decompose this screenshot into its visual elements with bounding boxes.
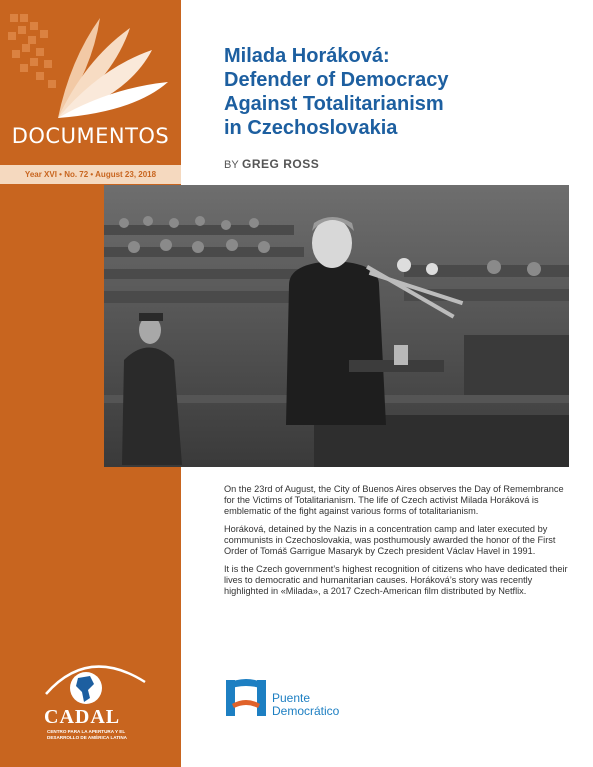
cadal-globe-icon — [38, 652, 153, 712]
title-line: in Czechoslovakia — [224, 117, 398, 139]
byline-prefix: BY — [224, 159, 239, 171]
partner-name — [272, 692, 339, 718]
issue-line: Year XVI • No. 72 • August 23, 2018 — [0, 165, 181, 184]
partner-name-line: Puente — [272, 691, 311, 705]
publication-logo-area — [0, 0, 181, 165]
paragraph: It is the Czech government’s highest recognition of citizens who have dedicated their lives to democratic and humanitarian causes. Horáková’s story was recently highlighted in «Milada», a 2017 Czech-American film distributed by Netflix. — [224, 564, 568, 596]
article-body — [224, 484, 571, 604]
series-title: DOCUMENTOS — [11, 124, 170, 148]
partner-name-line: Democrático — [272, 704, 340, 718]
paragraph: Horáková, detained by the Nazis in a concentration camp and later executed by communists in Czechoslovakia, was posthumously awarded the honor of the First Order of Tomáš Garrigue Masaryk by Czech president Václav Havel in 1991. — [224, 524, 556, 556]
title-line: Defender of Democracy — [224, 69, 449, 91]
byline — [224, 157, 319, 171]
title-line: Against Totalitarianism — [224, 93, 444, 115]
cadal-name: CADAL — [44, 706, 121, 728]
article-title — [224, 44, 564, 140]
book-pages-icon — [0, 0, 181, 125]
title-line: Milada Horáková: — [224, 45, 390, 67]
author-name: GREG ROSS — [242, 157, 320, 171]
paragraph: On the 23rd of August, the City of Buenos Aires observes the Day of Remembrance for the Victims of Totalitarianism. The life of Czech activist Milada Horáková is emblematic of the fight against various forms of totalitarianism. — [224, 484, 564, 516]
cadal-subtitle: CENTRO PARA LA APERTURA Y EL DESARROLLO DE AMÉRICA LATINA — [47, 729, 127, 740]
puente-democratico-logo-icon — [224, 676, 268, 720]
historical-photo — [104, 185, 569, 467]
